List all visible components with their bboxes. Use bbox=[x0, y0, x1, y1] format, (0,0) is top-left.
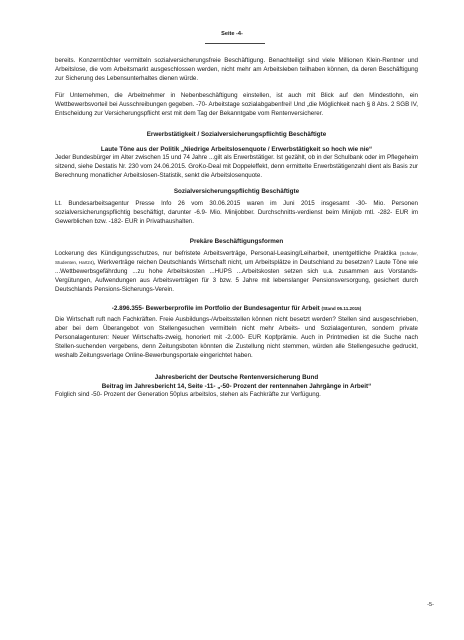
spacer bbox=[55, 227, 418, 237]
paragraph-intro: bereits. Konzerntöchter vermitteln sozialversicherungsfreie Beschäftigung. Benachteiligt sind viele Millionen Klein-Rentner und Arbeitslose, die vom Arbeitsmarkt ausgeschlossen werden, nicht mehr am Arbeitsleben teilhaben können, da deren Beschäftigung zur Sicherung des Lebensunterhaltes dienen würde. bbox=[55, 57, 418, 82]
heading-applicants-text: -2.896.355- Bewerberprofile im Portfolio der Bundesagentur für Arbeit bbox=[111, 305, 320, 313]
paragraph-precarious-note: (Schüler, Studenten, Hartz4) bbox=[55, 250, 418, 265]
section-heading-annual-report: Jahresbericht der Deutsche Rentenversicherung Bund bbox=[154, 373, 319, 381]
section-heading-employment: Erwerbstätigkeit / Sozialversicherungspflichtig Beschäftigte bbox=[146, 131, 327, 139]
paragraph-insured: Lt. Bundesarbeitsagentur Presse Info 26 vom 30.06.2015 waren im Juni 2015 insgesamt -30- Mio. Personen sozialversicherungspflichtig beschäftigt, darunter -6.9- Mio. Minijobber. Durchschnitts-verdienst beim Minijob mtl. -282- EUR im Gewerblichen bzw. -182- EUR in Privathaushalten. bbox=[55, 200, 418, 225]
subheading-annual-report: Beitrag im Jahresbericht 14, Seite -11- „-50- Prozent der rentennahen Jahrgänge in Arbeit“ bbox=[101, 382, 372, 390]
paragraph-precarious bbox=[55, 250, 418, 295]
paragraph-precarious-part2: , Werkverträge reichen Deutschlands Wirtschaft nicht, um Arbeitsplätze in Deutschland zu besetzen? Laute Töne wie ...Wettbewerbsgefährdung ...zu hohe Arbeitskosten ...HUPS ...Arbeitskosten setzen sich u.a. zusammen aus Vorstands-Vergütungen, Aufwendungen aus Arbeitsverträgen für 3 bzw. 5 Jahre mit lebenslanger Pensionsversorgung, gesichert durch Deutschlands Pensions-Sicherungs-Verein. bbox=[55, 258, 418, 293]
page-header: Seite -4- bbox=[221, 31, 243, 37]
section-heading-applicants bbox=[55, 304, 418, 313]
header-underline bbox=[205, 43, 265, 44]
subheading-politics: Laute Töne aus der Politik „Niedrige Arbeitslosenquote / Erwerbstätigkeit so hoch wie nie“ bbox=[100, 146, 373, 154]
section-heading-precarious: Prekäre Beschäftigungsformen bbox=[189, 237, 284, 245]
spacer bbox=[55, 294, 418, 304]
heading-applicants-date: (Stand 05.11.2015) bbox=[321, 306, 362, 312]
paragraph-employed-persons: Jeder Bundesbürger im Alter zwischen 15 und 74 Jahre ...gilt als Erwerbstätiger. Ist gezählt, ob in der Schulbank oder im Pflegeheim sitzend, siehe Destatis Nr. 230 vom 24.06.2015. GroKo-Deal mit Doppeleffekt, denn ermittelte Erwerbstätigenzahl dient als Basis zur Berechnung monatlicher Arbeitslosen-Statistik, senkt die Arbeitslosenquote. bbox=[55, 154, 418, 180]
paragraph-generation-50plus: Folglich sind -50- Prozent der Generation 50plus arbeitslos, stehen als Fachkräfte zur Verfügung. bbox=[55, 390, 321, 398]
page-footer: -5- bbox=[427, 602, 434, 608]
paragraph-precarious-part1: Lockerung des Kündigungsschutzes, nur befristete Arbeitsverträge, Personal-Leasing/Leiharbeit, unentgeltliche Praktika bbox=[55, 249, 400, 257]
spacer bbox=[55, 84, 418, 92]
document-body bbox=[55, 57, 418, 400]
paragraph-skilled-workers: Die Wirtschaft ruft nach Fachkräften. Freie Ausbildungs-/Arbeitsstellen können nicht besetzt werden? Stellen sind ausgeschrieben, aber bei dem Überangebot von Stellengesuchen vermitteln nicht mehr Arbeits- und Sozialagenturen, sondern private Personalagenturen: Neuer Wirtschafts-zweig, honoriert mit -2.000- EUR Kopfprämie. Auch in Printmedien ist die Suche nach Stellen-suchenden vergebens, denn Zeitungsboten könnten die Zustellung nicht stemmen, würden alle Stellengesuche gedruckt, weshalb Zeitungsverlage Online-Bewerbungsportale eingerichtet haben. bbox=[55, 316, 418, 360]
section-heading-insured: Sozialversicherungspflichtig Beschäftigte bbox=[173, 188, 300, 196]
spacer bbox=[55, 118, 418, 130]
spacer bbox=[55, 361, 418, 373]
paragraph-employers: Für Unternehmen, die Arbeitnehmer in Nebenbeschäftigung einstellen, ist auch mit Blick auf den Mindestlohn, ein Wettbewerbsvorteil bei Ausschreibungen gegeben. -70- Arbeitstage sozialabgabenfrei! Und „die Möglichkeit nach § 8 Abs. 2 SGB IV, Entscheidung zur Versicherungspflicht erst mit dem Tag der Bekanntgabe vom Rentenversicherer. bbox=[55, 91, 418, 117]
